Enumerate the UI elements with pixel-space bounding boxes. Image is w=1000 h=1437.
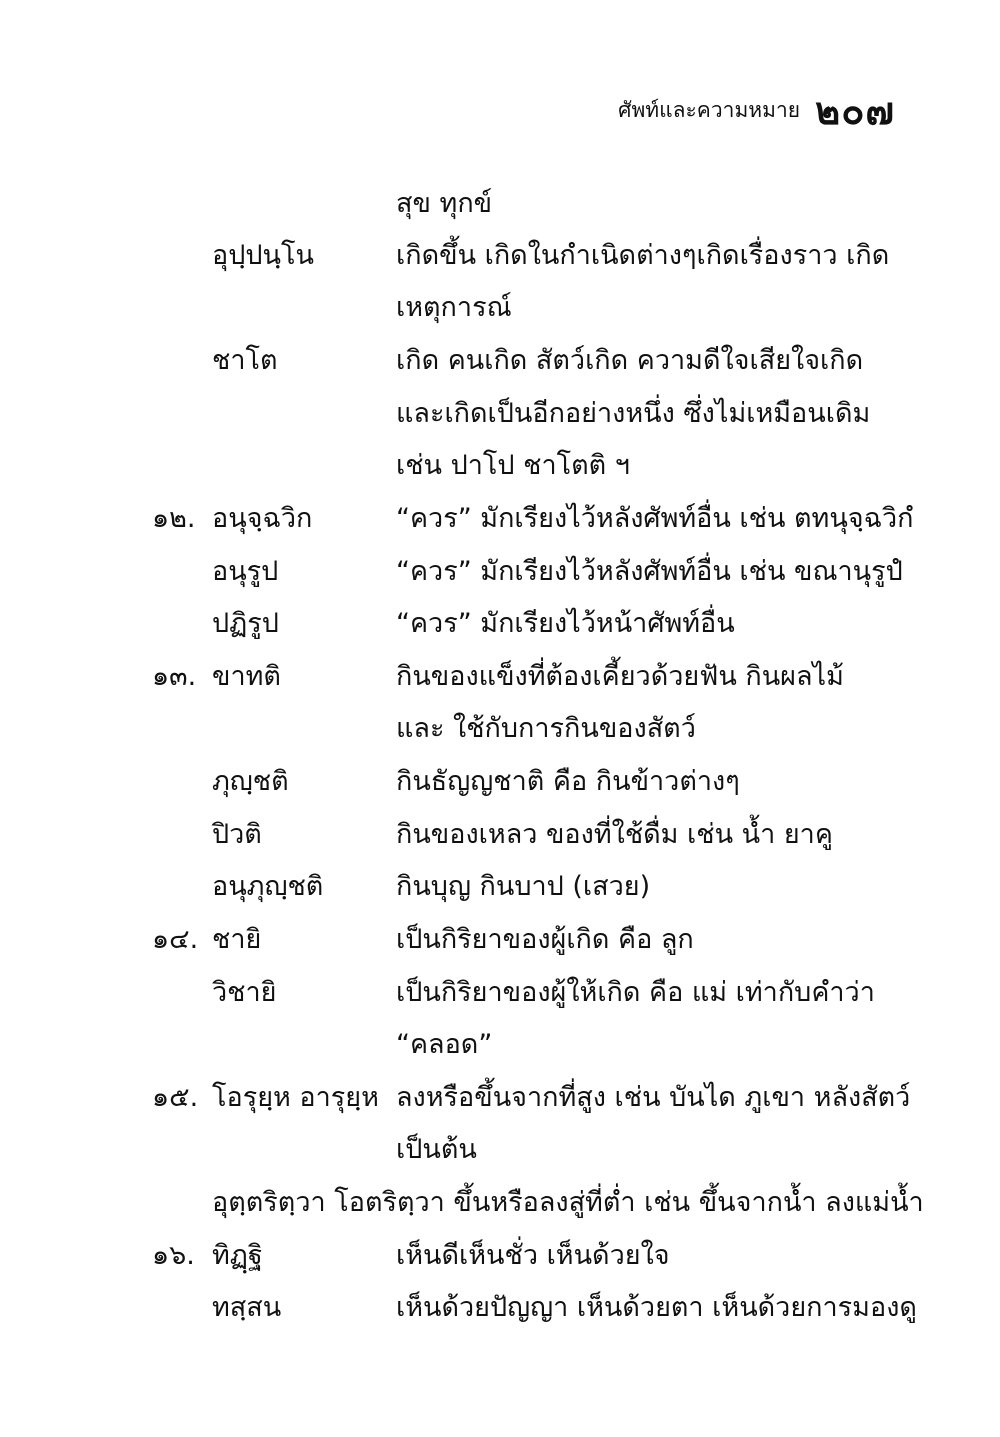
entry-number: ๑๖. (152, 1240, 195, 1271)
term: ภุญฺชติ (212, 766, 289, 797)
definition: เกิด คนเกิด สัตว์เกิด ความดีใจเสียใจเกิด (396, 345, 864, 376)
page-number: ๒๐๗ (815, 88, 895, 133)
term: ปิวติ (212, 819, 262, 850)
entry-number: ๑๒. (152, 503, 196, 534)
term: ขาทติ (212, 661, 281, 692)
full-line-entry: อุตฺตริตฺวา โอตริตฺวา ขึ้นหรือลงสู่ที่ต่ำ เช่น ขึ้นจากน้ำ ลงแม่น้ำ (212, 1187, 924, 1218)
definition: เห็นด้วยปัญญา เห็นด้วยตา เห็นด้วยการมองดู (396, 1292, 917, 1323)
definition: เช่น ปาโป ชาโตติ ฯ (396, 450, 630, 481)
header-title: ศัพท์และความหมาย (618, 98, 801, 122)
definition: เป็นต้น (396, 1134, 477, 1165)
definition: เป็นกิริยาของผู้เกิด คือ ลูก (396, 924, 694, 955)
definition: เหตุการณ์ (396, 292, 512, 323)
definition: เป็นกิริยาของผู้ให้เกิด คือ แม่ เท่ากับคำว่า (396, 977, 875, 1008)
definition: กินธัญญชาติ คือ กินข้าวต่างๆ (396, 766, 740, 797)
term: ชาโต (212, 345, 278, 376)
term: โอรุยฺห อารุยฺห (212, 1082, 379, 1113)
definition: เกิดขึ้น เกิดในกำเนิดต่างๆเกิดเรื่องราว เกิด (396, 240, 890, 271)
term: อนุรูป (212, 556, 279, 587)
definition: สุข ทุกข์ (396, 188, 493, 219)
term: ทสฺสน (212, 1292, 282, 1323)
definition: และ ใช้กับการกินของสัตว์ (396, 713, 696, 744)
term: อนุภุญฺชติ (212, 871, 324, 902)
definition: “คลอด” (396, 1029, 493, 1060)
running-header (600, 80, 895, 141)
term: ชายิ (212, 924, 262, 955)
definition: “ควร” มักเรียงไว้หลังศัพท์อื่น เช่น ขณานุรูปํ (396, 556, 903, 587)
definition: กินของเหลว ของที่ใช้ดื่ม เช่น น้ำ ยาคู (396, 819, 833, 850)
term: อนุจฺฉวิก (212, 503, 313, 534)
entry-number: ๑๕. (152, 1082, 199, 1113)
definition: เห็นดีเห็นชั่ว เห็นด้วยใจ (396, 1240, 670, 1271)
entry-number: ๑๔. (152, 924, 199, 955)
definition: กินของแข็งที่ต้องเคี้ยวด้วยฟัน กินผลไม้ (396, 661, 844, 692)
term: ปฏิรูป (212, 608, 279, 639)
definition: กินบุญ กินบาป (เสวย) (396, 871, 651, 902)
term: อุปฺปนฺโน (212, 240, 314, 271)
term: วิชายิ (212, 977, 277, 1008)
entry-number: ๑๓. (152, 661, 197, 692)
definition: ลงหรือขึ้นจากที่สูง เช่น บันได ภูเขา หลังสัตว์ (396, 1082, 911, 1113)
term: ทิฏฺฐิ (212, 1240, 263, 1271)
definition: “ควร” มักเรียงไว้หน้าศัพท์อื่น (396, 608, 735, 639)
definition: และเกิดเป็นอีกอย่างหนึ่ง ซึ่งไม่เหมือนเดิม (396, 398, 871, 429)
definition: “ควร” มักเรียงไว้หลังศัพท์อื่น เช่น ตทนุจฺฉวิกํ (396, 503, 914, 534)
